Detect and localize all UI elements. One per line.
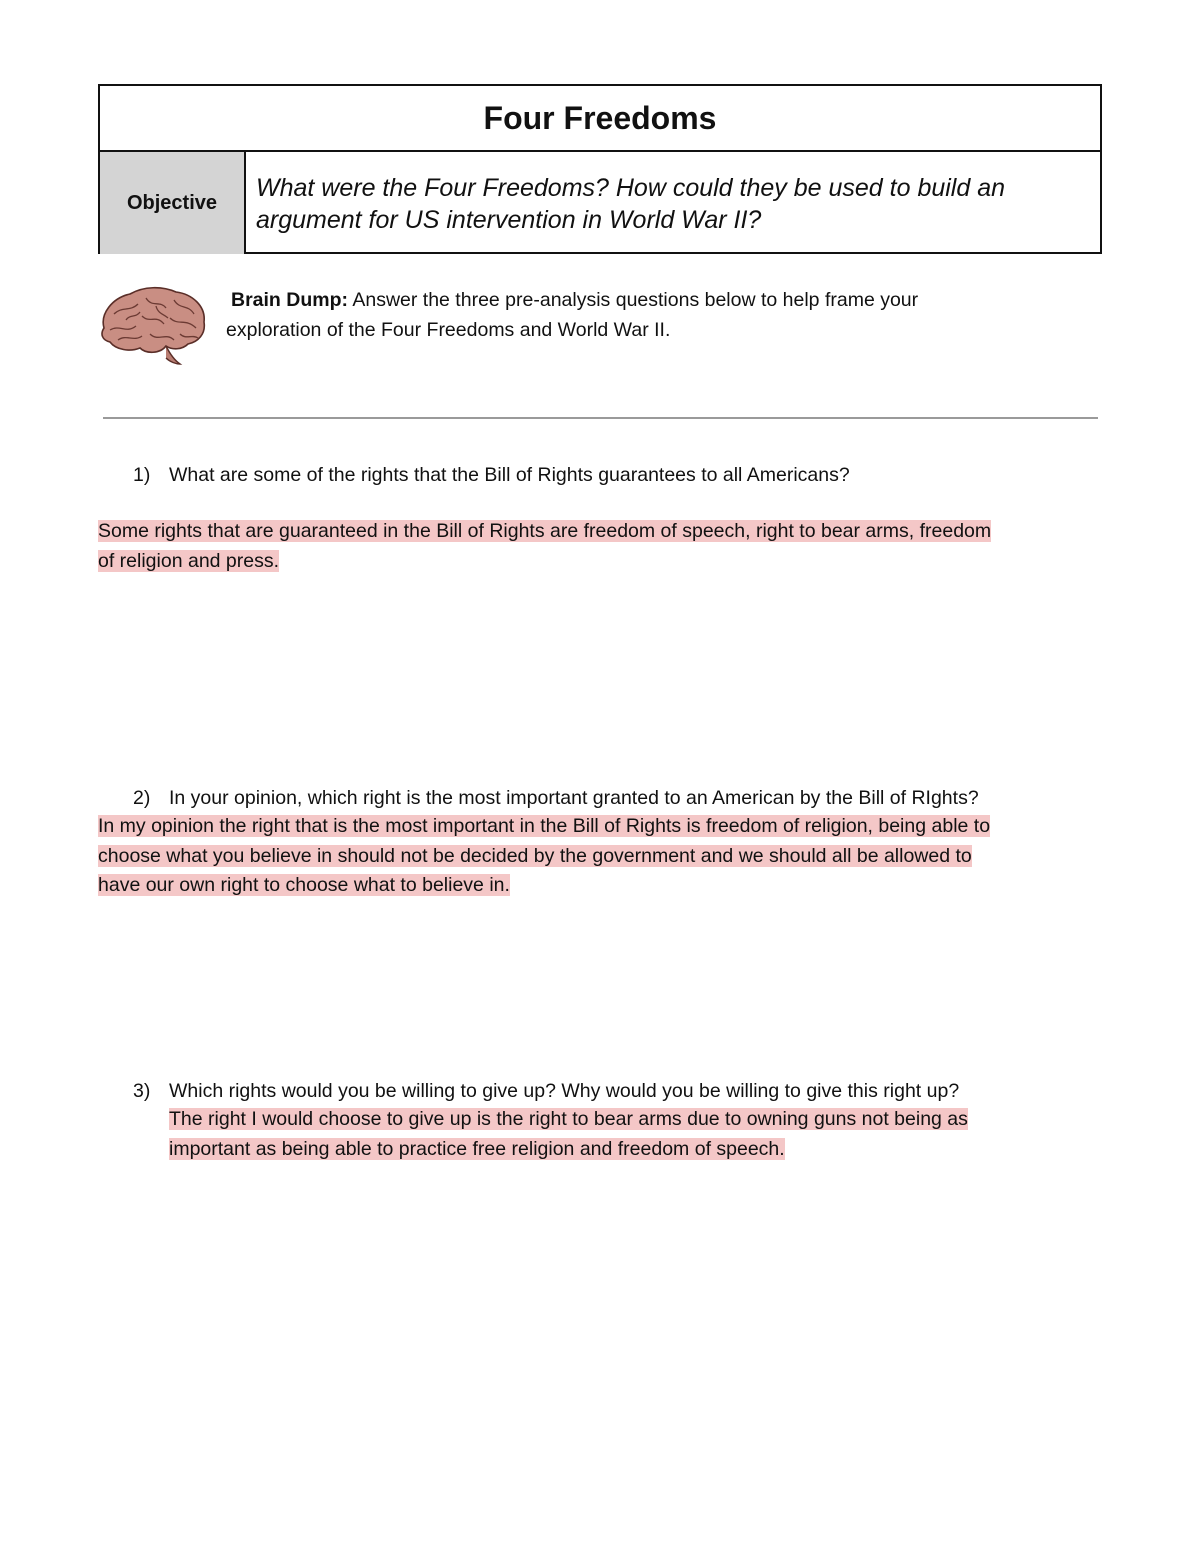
question-number: 3) xyxy=(133,1080,151,1102)
question-2 xyxy=(133,783,979,813)
header-table xyxy=(98,84,1102,254)
question-text: In your opinion, which right is the most important granted to an American by the Bill of RIghts? xyxy=(169,787,979,809)
answer-2[interactable] xyxy=(98,812,1108,901)
brain-dump-text-line2: exploration of the Four Freedoms and World War II. xyxy=(226,319,671,341)
brain-dump-lead: Brain Dump: xyxy=(231,289,348,311)
answer-line: Some rights that are guaranteed in the Bill of Rights are freedom of speech, right to bear arms, freedom xyxy=(98,520,992,542)
question-number: 1) xyxy=(133,464,151,486)
objective-label: Objective xyxy=(100,152,246,254)
question-number: 2) xyxy=(133,787,151,809)
question-text: What are some of the rights that the Bill of Rights guarantees to all Americans? xyxy=(169,464,850,486)
answer-3[interactable] xyxy=(169,1105,1109,1164)
answer-1[interactable] xyxy=(98,517,1108,576)
answer-line: important as being able to practice free religion and freedom of speech. xyxy=(169,1137,785,1160)
answer-line: The right I would choose to give up is the right to bear arms due to owning guns not being as xyxy=(169,1108,968,1130)
brain-dump-instructions xyxy=(226,285,1096,345)
question-3 xyxy=(133,1076,959,1106)
question-1 xyxy=(133,460,850,490)
answer-line: In my opinion the right that is the most important in the Bill of Rights is freedom of religion, being able to xyxy=(98,815,991,837)
question-text: Which rights would you be willing to give up? Why would you be willing to give this right up? xyxy=(169,1080,960,1102)
objective-row xyxy=(100,152,1100,254)
brain-dump-line1 xyxy=(226,285,1096,315)
page-title: Four Freedoms xyxy=(100,86,1100,152)
brain-dump-text-line1: Answer the three pre-analysis questions below to help frame your xyxy=(352,289,919,311)
answer-line: choose what you believe in should not be decided by the government and we should all be allowed to xyxy=(98,844,972,867)
brain-icon xyxy=(96,284,208,368)
divider xyxy=(103,417,1098,419)
objective-text: What were the Four Freedoms? How could they be used to build an argument for US intervention in World War II? xyxy=(256,174,1006,234)
answer-line: have our own right to choose what to believe in. xyxy=(98,874,510,896)
answer-line: of religion and press. xyxy=(98,549,280,572)
